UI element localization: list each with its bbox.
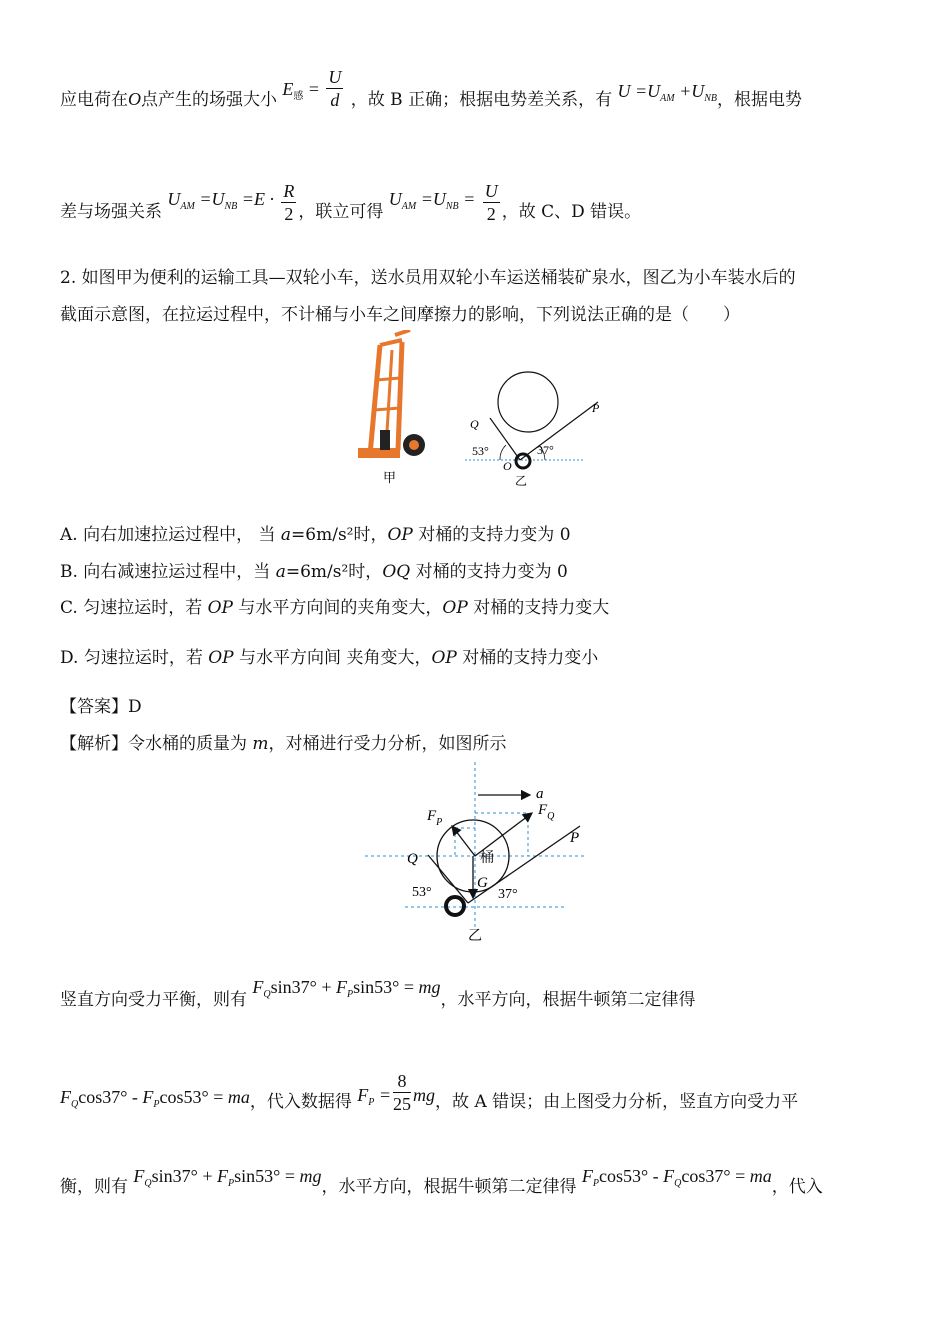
label-jia: 甲 [383,470,397,485]
answer-line [60,692,142,717]
mg: mg [413,1085,436,1105]
text: 应电荷在 [60,90,128,110]
figure-cart [340,330,630,490]
analysis-line: 【解析】令水桶的质量为 m，对桶进行受力分析，如图所示 [60,734,507,754]
body-line3: 衡，则有 $F_Q\sin 37^\circ + F_P\sin 53^\circ$ = mg，水平方向，根据牛顿第二定律得 $F_P\cos 53^\circ - F_Q\cos 37^\circ$ = ma，代入 [60,1166,823,1197]
var-o: O [128,89,141,109]
text: ，联立可得 [298,202,384,222]
question-line2 [60,300,740,325]
equation-vertical: $F_Q\sin 37^\circ + F_P\sin 53^\circ$ = mg [252,977,441,1000]
label-g: G [477,875,488,891]
equals: = [308,79,319,99]
analysis-tag: 【解析】 [60,734,128,754]
label-p: P [592,401,600,415]
label-fq: $F_Q$ [538,802,555,822]
body-line2: $F_Q\cos 37^\circ - F_P\cos 53^\circ$ = ma，代入数据得 $F_P$ = $\frac{8}{25}$ mg，故 A 错误；由上图受力分析，竖直方向受力平 [60,1071,799,1114]
fp-label: $F_P$ = [357,1085,392,1108]
angle-53: 53° [472,444,489,458]
label-q: Q [470,417,479,431]
label-tong: 桶 [480,851,494,866]
label-fp: $F_P$ [427,808,443,828]
label-q2: Q [407,851,418,867]
equation-vertical-2: $F_Q\sin 37^\circ + F_P\sin 53^\circ$ = mg [133,1166,322,1189]
label-o: O [503,459,512,473]
answer-value: D [128,697,142,717]
fraction-u-d: $\frac{U}{d}$ [328,67,342,110]
option-a: A. 向右加速拉运过程中， 当 a=6m/s²时，OP 对桶的支持力变为 0 [60,525,571,545]
label-yi2: 乙 [468,929,482,944]
text: ，故 B 正确；根据电势差关系，有 [350,90,613,110]
label-a: a [536,786,544,802]
para1-line1 [60,67,803,123]
text: ，根据电势 [717,90,803,110]
option-b: B. 向右减速拉运过程中，当 a=6m/s²时，OQ 对桶的支持力变为 0 [60,562,568,582]
text: ，故 C、D 错误。 [501,202,642,222]
equation-horizontal: $F_Q\cos 37^\circ - F_P\cos 53^\circ$ = ma [60,1087,250,1110]
body-line1: 竖直方向受力平衡，则有 $F_Q\sin 37^\circ + F_P\sin 53^\circ$ = mg，水平方向，根据牛顿第二定律得 [60,977,696,1010]
fraction-8-25: $\frac{8}{25}$ [393,1071,412,1114]
figure-cart-svg [340,330,630,490]
question-number: 2. [60,268,77,288]
answer-tag: 【答案】 [60,697,128,717]
para1-line2 [60,181,642,235]
option-c: C. 匀速拉运时，若 OP 与水平方向间的夹角变大，OP 对桶的支持力变大 [60,598,610,618]
label-yi: 乙 [515,474,528,488]
uam-eq2: $U_{AM} =U_{NB}$ = [388,189,476,212]
text: 点产生的场强大小 [141,90,277,110]
option-d: D. 匀速拉运时，若 OP 与水平方向间 夹角变大，OP 对桶的支持力变小 [60,648,599,668]
potential-relation: $U =U_{AM} +U_{NB}$ [617,81,718,104]
angle-37-2: 37° [498,887,518,902]
hand-truck-image [358,330,425,458]
figure-force [360,760,600,950]
question-text: 截面示意图，在拉运过程中，不计桶与小车之间摩擦力的影响，下列说法正确的是（ ） [60,305,740,325]
angle-53-2: 53° [412,885,432,900]
angle-37: 37° [537,443,554,457]
text: 差与场强关系 [60,202,162,222]
uam-eq: $U_{AM} =U_{NB} =E$ · [167,189,274,212]
question-line1 [60,263,796,288]
equation-horizontal-2: $F_P\cos 53^\circ - F_Q\cos 37^\circ$ = ma [581,1166,772,1189]
fraction-r-2: $\frac{R}{2}$ [283,181,295,224]
figure-force-svg [360,760,600,950]
label-p2: P [570,830,580,846]
fraction-u-2: $\frac{U}{2}$ [484,181,498,224]
question-text: 如图甲为便利的运输工具—双轮小车，送水员用双轮小车运送桶装矿泉水，图乙为小车装水后的 [81,268,796,288]
e-label: $E_感$ [282,79,304,102]
